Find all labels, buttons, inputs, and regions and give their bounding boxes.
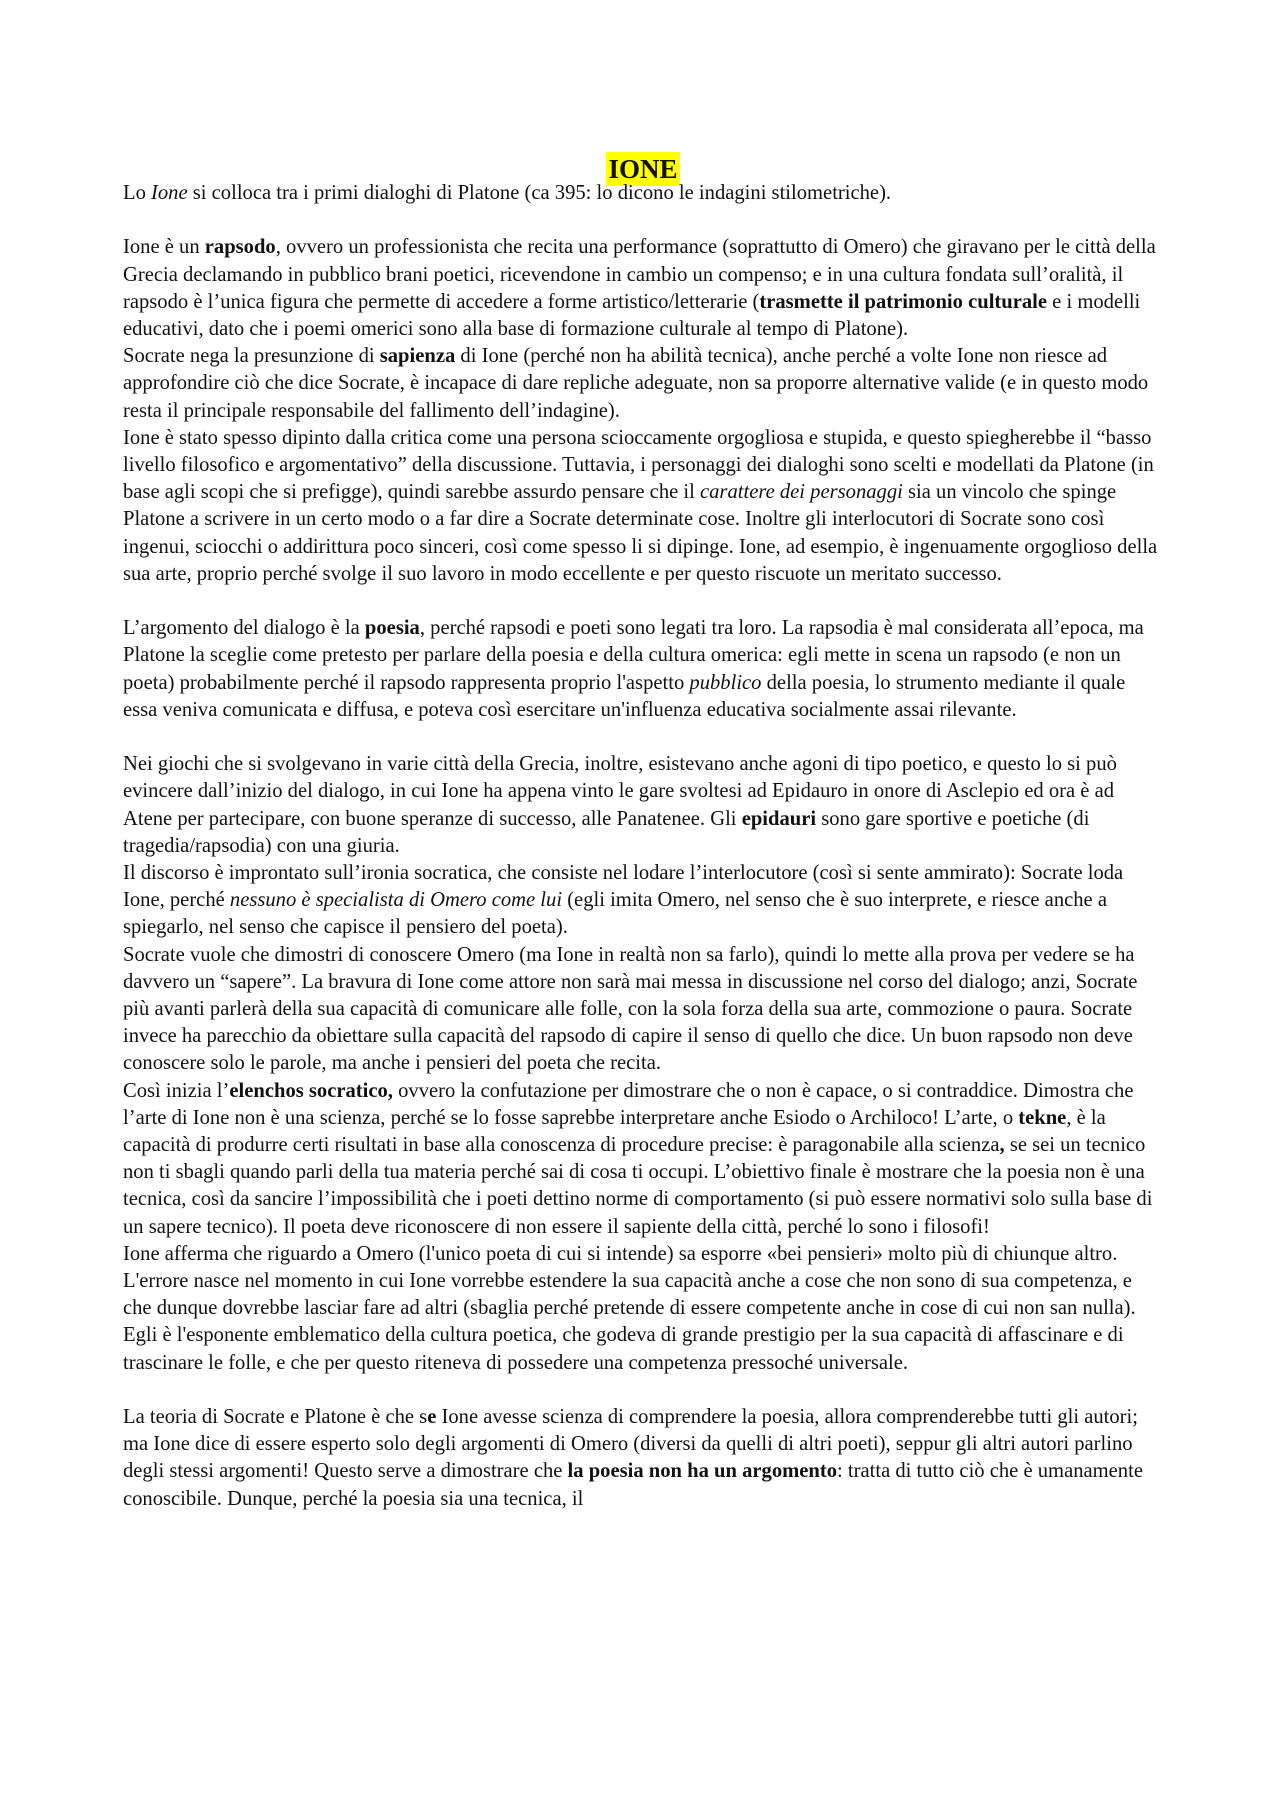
- paragraph-gap: [123, 588, 1163, 615]
- text-run: La teoria di Socrate e Platone è che s: [123, 1406, 428, 1429]
- paragraph: [123, 1078, 1163, 1241]
- text-run: : tratta di tutto ciò che è umanamente conoscibile. Dunque, perché la poesia sia una tecnica, il: [123, 1460, 1143, 1510]
- italic-text: carattere dei personaggi: [700, 481, 903, 504]
- text-run: ovvero la confutazione per dimostrare che o non è capace, o si contraddice. Dimostra che l’arte di Ione non è una scienza, perché se lo fosse saprebbe interpretare anche Esiodo o Archiloco! L’arte, o: [123, 1079, 1134, 1129]
- text-run: Il discorso è improntato sull’ironia socratica, che consiste nel lodare l’interlocutore (così si sente ammirato): Socrate loda Ione, perché: [123, 862, 1124, 912]
- document-body: [123, 180, 1163, 1513]
- text-run: , perché rapsodi e poeti sono legati tra loro. La rapsodia è mal considerata all’epoca, ma Platone la sceglie come pretesto per parlare della poesia e della cultura omerica: egli mette in scena un rapsodo (e non un poeta) probabilmente perché il rapsodo rappresenta proprio l'aspetto: [123, 617, 1144, 694]
- paragraph-gap: [123, 724, 1163, 751]
- paragraph: [123, 615, 1163, 724]
- bold-text: epidauri: [741, 807, 817, 830]
- text-run: e i modelli educativi, dato che i poemi omerici sono alla base di formazione culturale al tempo di Platone).: [123, 290, 1141, 340]
- paragraph: [123, 425, 1163, 588]
- bold-text: e: [427, 1406, 437, 1429]
- text-run: se sei un tecnico non ti sbagli quando parli della tua materia perché sai di cosa ti occupi. L’obiettivo finale è mostrare che la poesia non è una tecnica, così da sancire l’impossibilità che i poeti dettino norme di comportamento (si può essere normativi solo sulla base di un sapere tecnico). Il poeta deve riconoscere di non essere il sapiente della città, perché lo sono i filosofi!: [123, 1134, 1153, 1238]
- italic-text: nessuno è specialista di Omero come lui: [229, 889, 563, 912]
- text-run: della poesia, lo strumento mediante il quale essa veniva comunicata e diffusa, e poteva così esercitare un'influenza educativa socialmente assai rilevante.: [123, 671, 1126, 721]
- italic-text: Ione: [151, 182, 188, 204]
- text-run: Socrate vuole che dimostri di conoscere Omero (ma Ione in realtà non sa farlo), quindi lo mette alla prova per vedere se ha davvero un “sapere”. La bravura di Ione come attore non sarà mai messa in discussione nel corso del dialogo; anzi, Socrate più avanti parlerà della sua capacità di comunicare alle folle, con la sola forza della sua arte, commozione o paura. Socrate invece ha parecchio da obiettare sulla capacità del rapsodo di capire il senso di quello che dice. Un buon rapsodo non deve conoscere solo le parole, ma anche i pensieri del poeta che recita.: [123, 943, 1138, 1075]
- text-run: si colloca tra i primi dialoghi di Platone (ca 395: lo dicono le indagini stilometriche).: [187, 182, 892, 204]
- bold-text: trasmette il patrimonio culturale: [759, 290, 1048, 313]
- paragraph: [123, 343, 1163, 425]
- text-run: (egli imita Omero, nel senso che è suo interprete, e riesce anche a spiegarlo, nel senso che capisce il pensiero del poeta).: [123, 889, 1107, 939]
- text-run: , è la capacità di produrre certi risultati in base alla conoscenza di procedure precise: è paragonabile alla scienza: [123, 1106, 1106, 1157]
- bold-text: sapienza: [379, 345, 456, 368]
- text-run: Ione avesse scienza di comprendere la poesia, allora comprenderebbe tutti gli autori; ma Ione dice di essere esperto solo degli argomenti di Omero (diversi da quelli di altri poeti), seppur gli altri autori parlino degli stessi argomenti! Questo serve a dimostrare che: [123, 1406, 1138, 1483]
- text-run: sia un vincolo che spinge Platone a scrivere in un certo modo o a far dire a Socrate determinate cose. Inoltre gli interlocutori di Socrate sono così ingenui, sciocchi o addirittura poco sinceri, così come spesso li si dipinge. Ione, ad esempio, è ingenuamente orgoglioso della sua arte, proprio perché svolge il suo lavoro in modo eccellente e per questo riscuote un meritato successo.: [123, 481, 1158, 585]
- text-run: Ione è un: [123, 236, 205, 259]
- paragraph: [123, 234, 1163, 343]
- bold-text: rapsodo: [204, 236, 276, 259]
- text-run: sono gare sportive e poetiche (di tragedia/rapsodia) con una giuria.: [123, 807, 1090, 857]
- paragraph: [123, 1404, 1163, 1513]
- text-run: Nei giochi che si svolgevano in varie città della Grecia, inoltre, esistevano anche agoni di tipo poetico, e questo lo si può evincere dall’inizio del dialogo, in cui Ione ha appena vinto le gare svoltesi ad Epidauro in onore di Asclepio ed ora è ad Atene per partecipare, con buone speranze di successo, alle Panatenee. Gli: [123, 753, 1117, 830]
- bold-text: la poesia non ha un argomento: [567, 1460, 838, 1483]
- text-run: Lo: [123, 182, 152, 204]
- text-run: Così inizia l’: [123, 1079, 230, 1102]
- bold-text: poesia: [364, 617, 420, 640]
- paragraph: [123, 942, 1163, 1078]
- paragraph: [123, 180, 1163, 207]
- text-run: Ione afferma che riguardo a Omero (l'unico poeta di cui si intende) sa esporre «bei pensieri» molto più di chiunque altro. L'errore nasce nel momento in cui Ione vorrebbe estendere la sua capacità anche a cose che non sono di sua competenza, e che dunque dovrebbe lasciar fare ad altri (sbaglia perché pretende di essere competente anche in cose di cui non san nulla). Egli è l'esponente emblematico della cultura poetica, che godeva di grande prestigio per la sua capacità di affascinare e di trascinare le folle, e che per questo riteneva di possedere una competenza pressoché universale.: [123, 1242, 1136, 1374]
- paragraph: [123, 1241, 1163, 1377]
- text-run: Ione è stato spesso dipinto dalla critica come una persona scioccamente orgogliosa e stupida, e questo spiegherebbe il “basso livello filosofico e argomentativo” della discussione. Tuttavia, i personaggi dei dialoghi sono scelti e modellati da Platone (in base agli scopi che si prefigge), quindi sarebbe assurdo pensare che il: [123, 426, 1154, 504]
- document-page: [123, 152, 1163, 1513]
- text-run: L’argomento del dialogo è la: [123, 617, 365, 640]
- paragraph: [123, 751, 1163, 860]
- paragraph-gap: [123, 1377, 1163, 1404]
- text-run: di Ione (perché non ha abilità tecnica), anche perché a volte Ione non riesce ad approfondire ciò che dice Socrate, è incapace di dare repliche adeguate, non sa proporre alternative valide (e in questo modo resta il principale responsabile del fallimento dell’indagine).: [123, 345, 1149, 422]
- bold-text: tekne: [1018, 1106, 1067, 1129]
- bold-text: elenchos socratico,: [229, 1079, 393, 1102]
- text-run: , ovvero un professionista che recita una performance (soprattutto di Omero) che giravano per le città della Grecia declamando in pubblico brani poetici, ricevendone in cambio un compenso; e in una cultura fondata sull’oralità, il rapsodo è l’unica figura che permette di accedere a forme artistico/letterarie (: [123, 236, 1156, 313]
- bold-text: ,: [999, 1134, 1005, 1157]
- document-title: IONE: [608, 154, 678, 184]
- italic-text: pubblico: [689, 671, 762, 694]
- text-run: Socrate nega la presunzione di: [123, 345, 380, 368]
- paragraph: [123, 860, 1163, 942]
- paragraph-gap: [123, 207, 1163, 234]
